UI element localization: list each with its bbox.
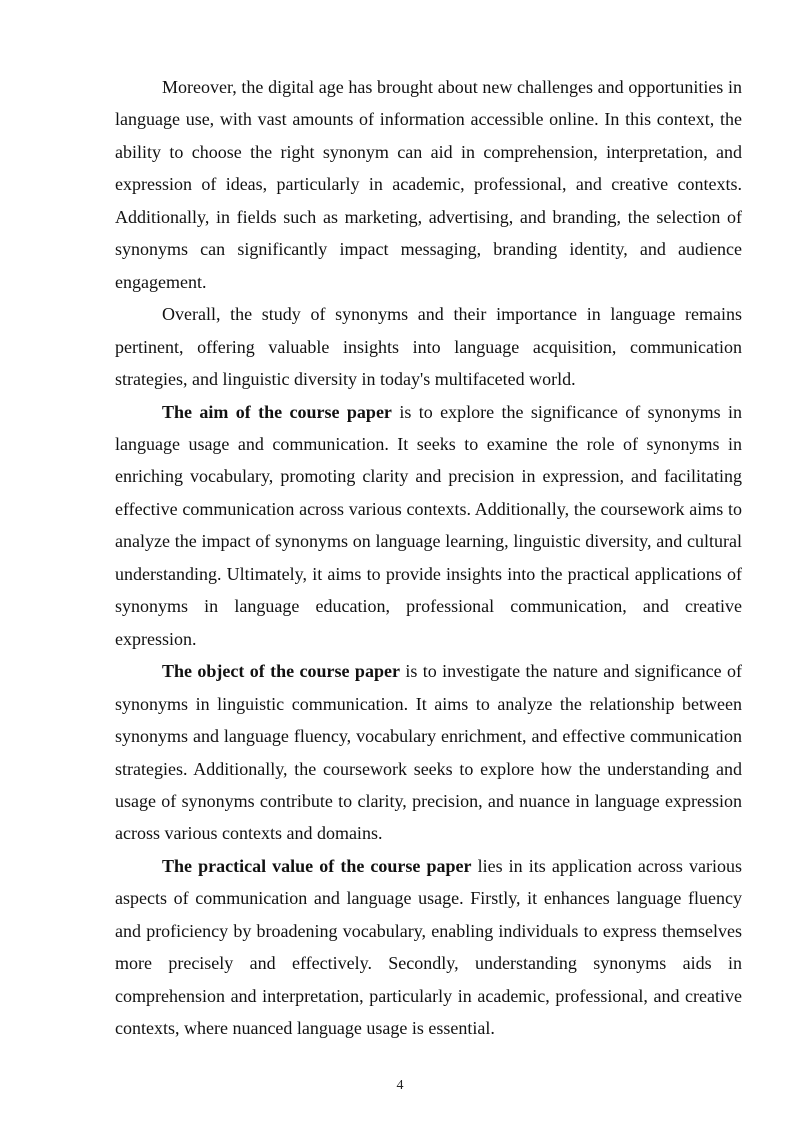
paragraph-overall <box>115 298 742 395</box>
page-number: 4 <box>396 1078 404 1093</box>
paragraph-text: is to explore the significance of synonyms in language usage and communication. It seeks to examine the role of synonyms in enriching vocabulary, promoting clarity and precision in expression, and facilitating effective communication across various contexts. Additionally, the coursework aims to analyze the impact of synonyms on language learning, linguistic diversity, and cultural understanding. Ultimately, it aims to provide insights into the practical applications of synonyms in language education, professional communication, and creative expression. <box>115 401 742 649</box>
paragraph-practical-value <box>115 850 742 1045</box>
paragraph-text: Overall, the study of synonyms and their importance in language remains pertinent, offering valuable insights into language acquisition, communication strategies, and linguistic diversity in today's multifaceted world. <box>115 304 742 390</box>
page-body <box>115 71 742 1045</box>
object-heading: The object of the course paper <box>162 661 400 682</box>
paragraph-text: Moreover, the digital age has brought about new challenges and opportunities in language use, with vast amounts of information accessible online. In this context, the ability to choose the right synonym can aid in comprehension, interpretation, and expression of ideas, particularly in academic, professional, and creative contexts. Additionally, in fields such as marketing, advertising, and branding, the selection of synonyms can significantly impact messaging, branding identity, and audience engagement. <box>115 77 742 292</box>
paragraph-digital-age <box>115 71 742 298</box>
aim-heading: The aim of the course paper <box>162 401 392 422</box>
paragraph-text: is to investigate the nature and significance of synonyms in linguistic communication. It aims to analyze the relationship between synonyms and language fluency, vocabulary enrichment, and effective communication strategies. Additionally, the coursework seeks to explore how the understanding and usage of synonyms contribute to clarity, precision, and nuance in language expression across various contexts and domains. <box>115 661 742 844</box>
paragraph-text: lies in its application across various aspects of communication and language usage. Firstly, it enhances language fluency and proficiency by broadening vocabulary, enabling individuals to express themselves more precisely and effectively. Secondly, understanding synonyms aids in comprehension and interpretation, particularly in academic, professional, and creative contexts, where nuanced language usage is essential. <box>115 855 742 1039</box>
paragraph-aim <box>115 396 742 656</box>
practical-value-heading: The practical value of the course paper <box>162 855 472 876</box>
paragraph-object <box>115 655 742 850</box>
